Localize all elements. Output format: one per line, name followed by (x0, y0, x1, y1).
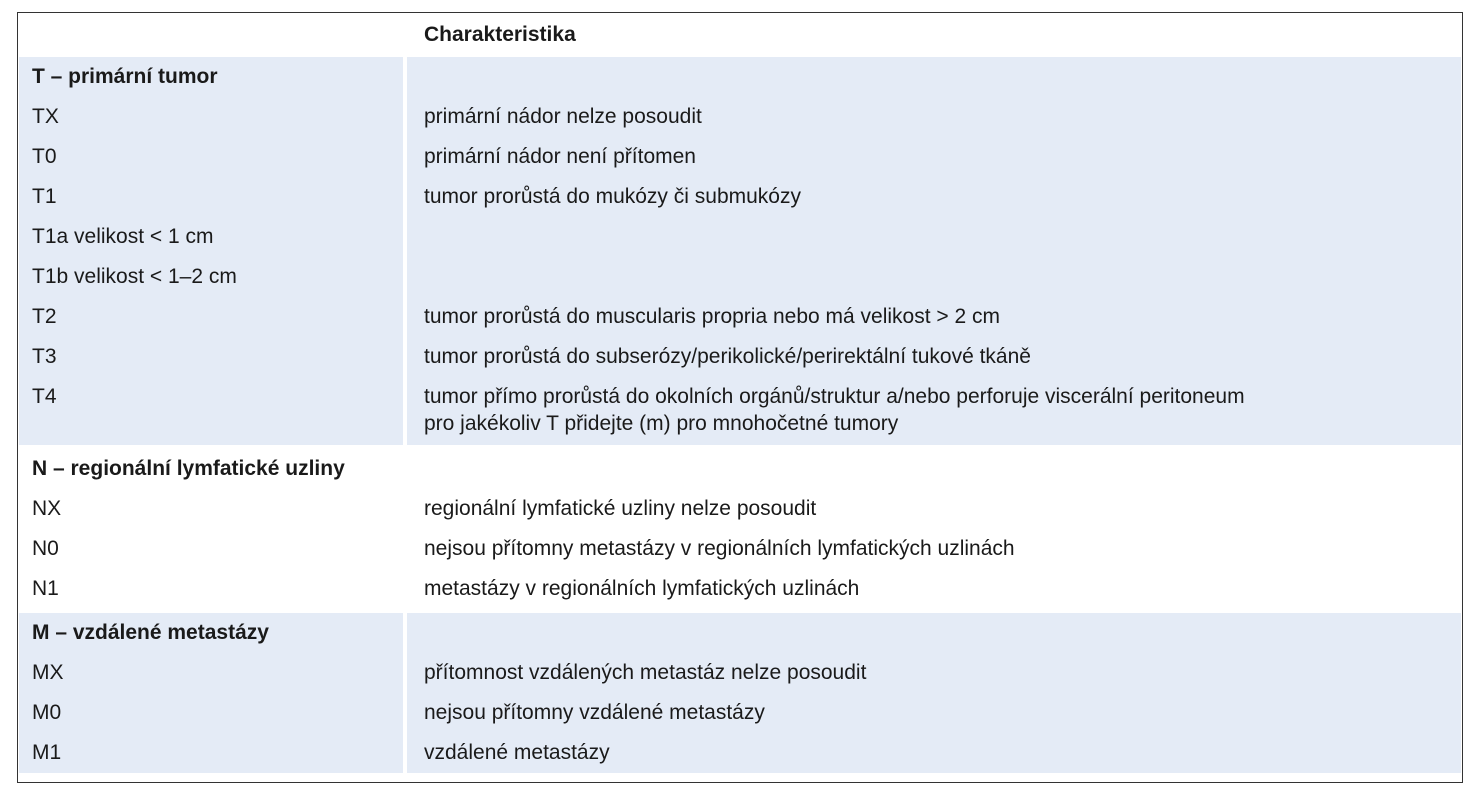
table-frame (17, 12, 1463, 783)
table-row (19, 693, 1461, 733)
row-description (403, 377, 1461, 445)
table-header-row (19, 13, 1461, 57)
table-row (19, 569, 1461, 609)
row-code: T0 (19, 137, 403, 177)
row-code: TX (19, 97, 403, 137)
table-row (19, 529, 1461, 569)
row-description: vzdálené metastázy (403, 733, 1461, 773)
section-desc-empty (403, 445, 1461, 489)
row-description: tumor prorůstá do mukózy či submukózy (403, 177, 1461, 217)
section-title: N – regionální lymfatické uzliny (19, 445, 403, 489)
table-row (19, 297, 1461, 337)
section-desc-empty (403, 609, 1461, 653)
row-description: nejsou přítomny vzdálené metastázy (403, 693, 1461, 733)
table-row (19, 97, 1461, 137)
row-code: T2 (19, 297, 403, 337)
row-description: tumor prorůstá do subserózy/perikolické/perirektální tukové tkáně (403, 337, 1461, 377)
row-description: nejsou přítomny metastázy v regionálních lymfatických uzlinách (403, 529, 1461, 569)
row-description: metastázy v regionálních lymfatických uzlinách (403, 569, 1461, 609)
table-row (19, 337, 1461, 377)
row-code: MX (19, 653, 403, 693)
row-code: N0 (19, 529, 403, 569)
tnm-classification-table (19, 13, 1461, 773)
row-description-line: pro jakékoliv T přidejte (m) pro mnohočetné tumory (424, 412, 899, 435)
row-description (403, 217, 1461, 257)
row-description (403, 257, 1461, 297)
row-description: přítomnost vzdálených metastáz nelze posoudit (403, 653, 1461, 693)
table-row (19, 177, 1461, 217)
row-code: NX (19, 489, 403, 529)
table-row (19, 217, 1461, 257)
header-col-characteristics: Charakteristika (403, 13, 1461, 57)
row-description: primární nádor není přítomen (403, 137, 1461, 177)
row-description: regionální lymfatické uzliny nelze posoudit (403, 489, 1461, 529)
row-code (19, 377, 403, 445)
row-code: T1b velikost < 1–2 cm (19, 257, 403, 297)
section-row-n (19, 445, 1461, 489)
table-row (19, 653, 1461, 693)
row-code-text: T4 (32, 385, 57, 408)
row-code: N1 (19, 569, 403, 609)
row-description-line: tumor přímo prorůstá do okolních orgánů/struktur a/nebo perforuje viscerální peritoneum (424, 385, 1245, 408)
section-row-t (19, 57, 1461, 97)
table-row (19, 377, 1461, 445)
row-code: T1 (19, 177, 403, 217)
header-col-code (19, 13, 403, 57)
row-code: M1 (19, 733, 403, 773)
row-code: T1a velikost < 1 cm (19, 217, 403, 257)
table-row (19, 733, 1461, 773)
row-description: primární nádor nelze posoudit (403, 97, 1461, 137)
section-row-m (19, 609, 1461, 653)
section-title: M – vzdálené metastázy (19, 609, 403, 653)
section-desc-empty (403, 57, 1461, 97)
table-row (19, 257, 1461, 297)
table-row (19, 137, 1461, 177)
row-code: M0 (19, 693, 403, 733)
section-title: T – primární tumor (19, 57, 403, 97)
table-row (19, 489, 1461, 529)
row-code: T3 (19, 337, 403, 377)
row-description: tumor prorůstá do muscularis propria nebo má velikost > 2 cm (403, 297, 1461, 337)
